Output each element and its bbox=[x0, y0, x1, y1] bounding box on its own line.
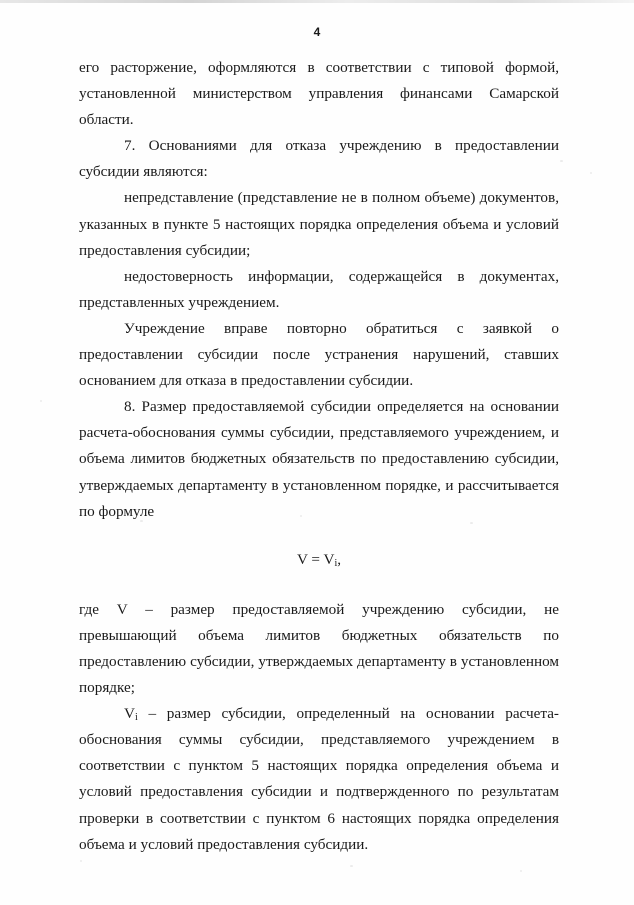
formula bbox=[79, 547, 559, 573]
paragraph-nonsubmission: непредставление (представление не в полном объеме) документов, указанных в пункте 5 настоящих порядка определения объема и условий предоставления субсидии; bbox=[79, 189, 559, 259]
vi-description: – размер субсидии, определенный на основании расчета-обоснования суммы субсидии, представляемого учреждением в соответствии с пунктом 5 настоящих порядка определения объема и условий предоставления субсидии и подтвержденного по результатам проверки в соответствии с пунктом 6 настоящих порядка определения объема и условий предоставления субсидии. bbox=[79, 705, 559, 853]
scan-noise bbox=[140, 520, 143, 522]
scan-noise bbox=[590, 172, 592, 174]
scan-noise bbox=[470, 522, 473, 524]
document-body bbox=[79, 55, 559, 858]
scan-edge bbox=[0, 0, 634, 3]
paragraph-inaccuracy: недостоверность информации, содержащейся в документах, представленных учреждением. bbox=[79, 267, 559, 311]
scan-noise bbox=[300, 515, 302, 517]
scan-noise bbox=[520, 870, 522, 872]
paragraph-v-definition: где V – размер предоставляемой учреждению субсидии, не превышающий объема лимитов бюджетных обязательств по предоставлению субсидии, утверждаемых департаменту в установленном порядке; bbox=[79, 600, 559, 697]
scan-noise bbox=[350, 865, 353, 867]
scan-noise bbox=[80, 860, 82, 862]
vi-subscript: i bbox=[134, 712, 138, 724]
page-number: 4 bbox=[313, 25, 321, 39]
vi-variable: V bbox=[124, 705, 135, 723]
paragraph-contract-form: его расторжение, оформляются в соответствии с типовой формой, установленной министерством управления финансами Самарской области. bbox=[79, 59, 559, 129]
paragraph-item-7: 7. Основаниями для отказа учреждению в предоставлении субсидии являются: bbox=[79, 137, 559, 181]
paragraph-vi-definition bbox=[79, 701, 559, 858]
scan-noise bbox=[40, 400, 42, 402]
scan-noise bbox=[560, 160, 563, 162]
formula-lhs: V = V bbox=[296, 550, 335, 568]
paragraph-item-8: 8. Размер предоставляемой субсидии определяется на основании расчета-обоснования суммы субсидии, представляемого учреждением, и объема лимитов бюджетных обязательств по предоставлению субсидии, утверждаемых департаменту в установленном порядке, и рассчитывается по формуле bbox=[79, 398, 559, 520]
paragraph-reapply: Учреждение вправе повторно обратиться с заявкой о предоставлении субсидии после устранения нарушений, ставших основанием для отказа в предоставлении субсидии. bbox=[79, 319, 559, 390]
formula-subscript: i bbox=[334, 557, 338, 569]
formula-tail: , bbox=[337, 550, 342, 568]
